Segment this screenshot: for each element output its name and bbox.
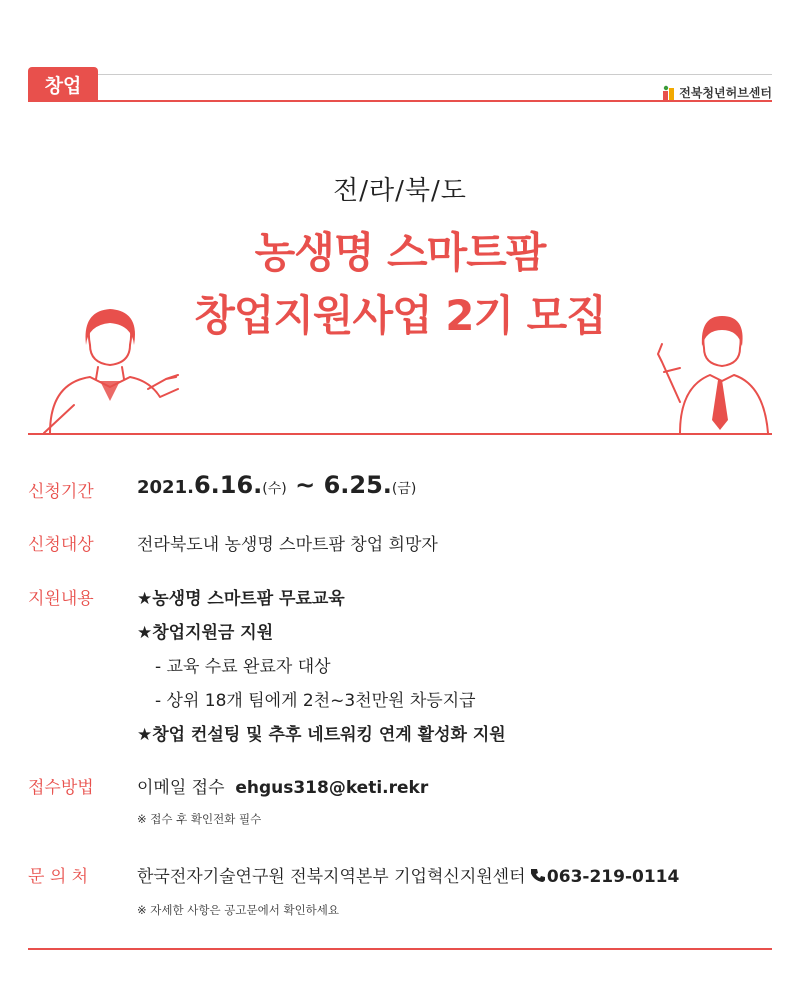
target-value: 전라북도내 농생명 스마트팜 창업 희망자	[137, 535, 438, 555]
man-illustration	[640, 312, 780, 433]
email-address: ehgus318@keti.rekr	[235, 778, 429, 798]
logo: 전북청년허브센터	[662, 84, 772, 101]
support-subitem: - 교육 수료 완료자 대상	[155, 657, 331, 677]
contact-label: 문 의 처	[28, 867, 89, 887]
contact-note: ※ 자세한 사항은 공고문에서 확인하세요	[137, 903, 339, 917]
period-value: 2021.6.16.(수) ~ 6.25.(금)	[137, 471, 417, 499]
contact-value: 한국전자기술연구원 전북지역본부 기업혁신지원센터 063-219-0114	[137, 867, 680, 887]
section-divider-top	[28, 433, 772, 435]
page-title-line1: 농생명 스마트팜	[254, 228, 546, 277]
support-label: 지원내용	[28, 589, 94, 609]
support-item: ★창업지원금 지원	[137, 623, 274, 643]
header-divider	[28, 100, 772, 102]
phone-icon	[531, 868, 547, 884]
method-value: 이메일 접수 ehgus318@keti.rekr	[137, 778, 429, 798]
target-label: 신청대상	[28, 535, 94, 555]
support-subitem: - 상위 18개 팀에게 2천~3천만원 차등지급	[155, 691, 476, 711]
support-item: ★창업 컨설팅 및 추후 네트워킹 연계 활성화 지원	[137, 725, 506, 745]
region-subtitle: 전/라/북/도	[333, 176, 467, 206]
support-item: ★농생명 스마트팜 무료교육	[137, 589, 345, 609]
page-title-line2: 창업지원사업 2기 모집	[194, 291, 606, 340]
section-divider-bottom	[28, 948, 772, 950]
header-thin-line	[98, 74, 772, 75]
period-label: 신청기간	[28, 482, 94, 502]
method-note: ※ 접수 후 확인전화 필수	[137, 812, 262, 826]
woman-illustration	[30, 305, 190, 433]
category-tag: 창업	[28, 67, 98, 101]
method-label: 접수방법	[28, 778, 94, 798]
hub-logo-icon	[662, 85, 676, 101]
